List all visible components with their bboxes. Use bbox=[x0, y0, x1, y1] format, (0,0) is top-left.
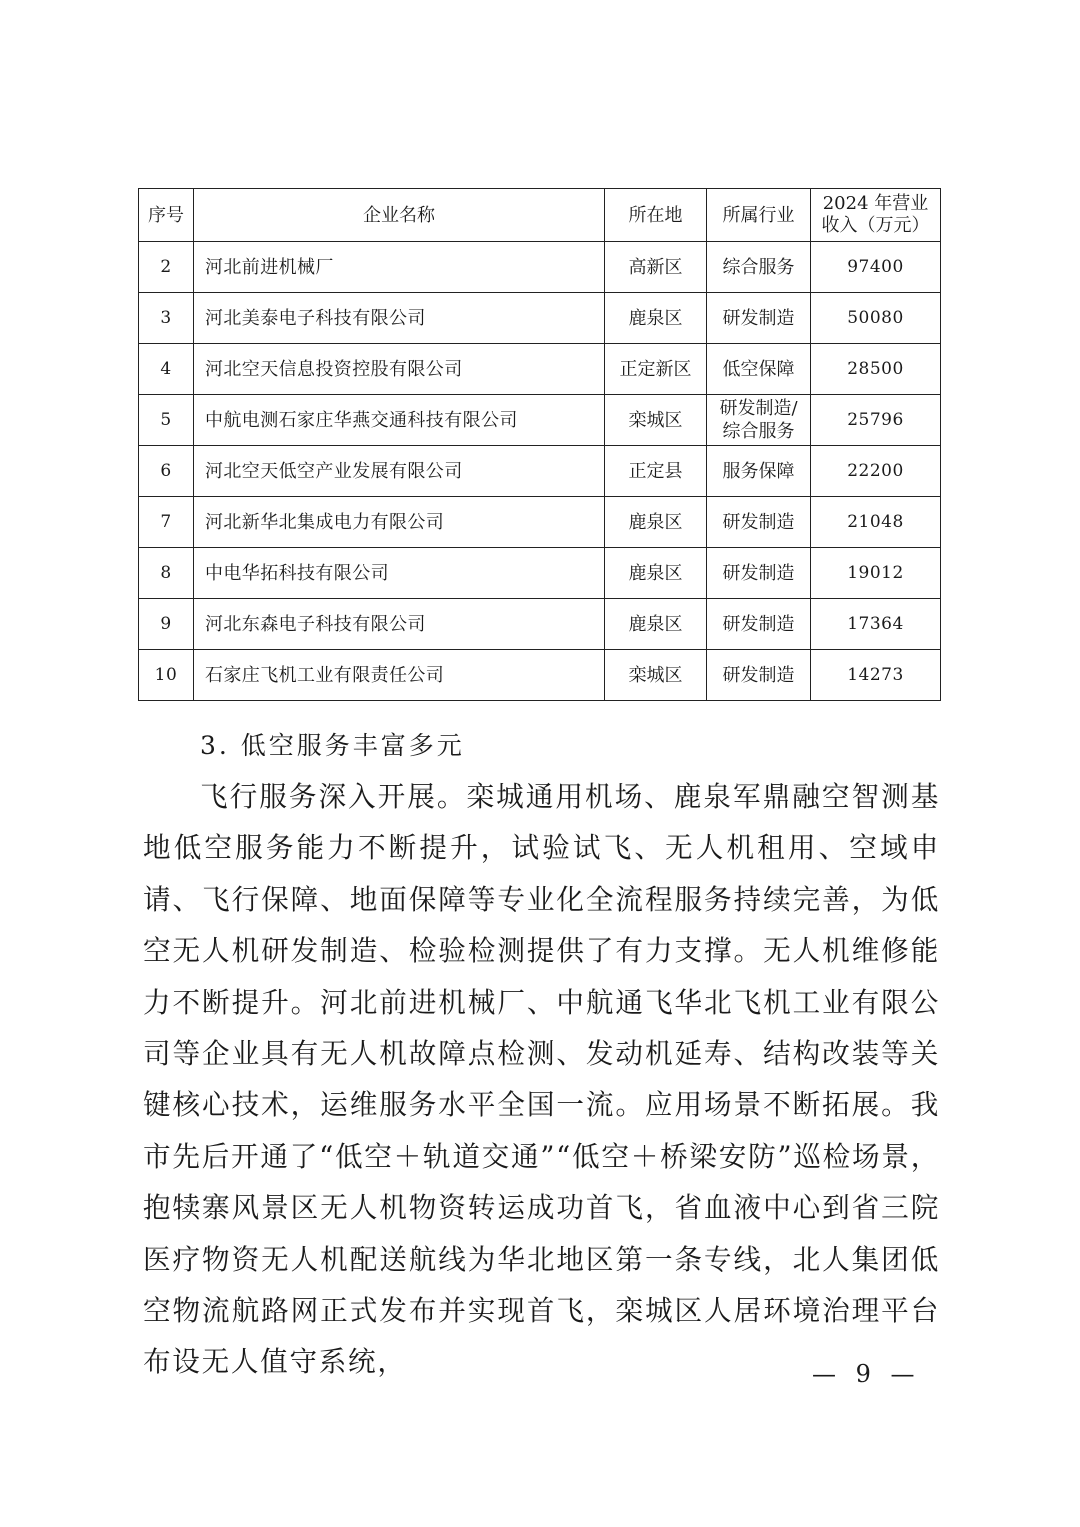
cell-location: 栾城区 bbox=[605, 650, 707, 701]
cell-industry-line1: 研发制造 bbox=[722, 307, 795, 329]
cell-industry bbox=[707, 650, 811, 701]
cell-revenue: 21048 bbox=[811, 497, 941, 548]
cell-location: 鹿泉区 bbox=[605, 293, 707, 344]
header-location: 所在地 bbox=[605, 189, 707, 242]
table-header-row bbox=[139, 189, 941, 242]
table-row bbox=[139, 446, 941, 497]
cell-revenue: 25796 bbox=[811, 395, 941, 446]
cell-revenue: 19012 bbox=[811, 548, 941, 599]
cell-revenue: 97400 bbox=[811, 242, 941, 293]
cell-industry bbox=[707, 293, 811, 344]
cell-location: 正定县 bbox=[605, 446, 707, 497]
header-company-name: 企业名称 bbox=[194, 189, 605, 242]
table-row bbox=[139, 548, 941, 599]
table-row bbox=[139, 650, 941, 701]
cell-index: 5 bbox=[139, 395, 194, 446]
cell-index: 8 bbox=[139, 548, 194, 599]
company-revenue-table bbox=[138, 188, 941, 701]
cell-location: 鹿泉区 bbox=[605, 548, 707, 599]
cell-revenue: 14273 bbox=[811, 650, 941, 701]
cell-location: 正定新区 bbox=[605, 344, 707, 395]
cell-company-name: 河北空天信息投资控股有限公司 bbox=[194, 344, 605, 395]
cell-location: 高新区 bbox=[605, 242, 707, 293]
table-row bbox=[139, 599, 941, 650]
cell-location: 鹿泉区 bbox=[605, 599, 707, 650]
cell-company-name: 河北美泰电子科技有限公司 bbox=[194, 293, 605, 344]
table-row bbox=[139, 497, 941, 548]
cell-company-name: 石家庄飞机工业有限责任公司 bbox=[194, 650, 605, 701]
cell-company-name: 河北空天低空产业发展有限公司 bbox=[194, 446, 605, 497]
cell-revenue: 28500 bbox=[811, 344, 941, 395]
cell-company-name: 中电华拓科技有限公司 bbox=[194, 548, 605, 599]
cell-industry bbox=[707, 242, 811, 293]
cell-index: 6 bbox=[139, 446, 194, 497]
header-revenue bbox=[811, 189, 941, 242]
cell-index: 3 bbox=[139, 293, 194, 344]
table-row bbox=[139, 293, 941, 344]
table-row bbox=[139, 344, 941, 395]
page-number: — 9 — bbox=[812, 1360, 921, 1388]
section-heading: 3. 低空服务丰富多元 bbox=[200, 731, 465, 760]
table-row bbox=[139, 395, 941, 446]
table-body bbox=[139, 242, 941, 701]
cell-company-name: 河北前进机械厂 bbox=[194, 242, 605, 293]
header-revenue-line2: 收入（万元） bbox=[821, 215, 930, 236]
cell-industry-line1: 研发制造 bbox=[722, 664, 795, 686]
cell-industry-line1: 研发制造 bbox=[722, 511, 795, 533]
cell-industry-line2: 综合服务 bbox=[722, 421, 795, 442]
cell-index: 9 bbox=[139, 599, 194, 650]
cell-industry bbox=[707, 599, 811, 650]
header-industry: 所属行业 bbox=[707, 189, 811, 242]
cell-industry bbox=[707, 446, 811, 497]
cell-industry-line1: 低空保障 bbox=[722, 358, 795, 380]
cell-industry bbox=[707, 395, 811, 446]
cell-index: 4 bbox=[139, 344, 194, 395]
cell-industry bbox=[707, 344, 811, 395]
body-paragraph: 飞行服务深入开展。栾城通用机场、鹿泉军鼎融空智测基地低空服务能力不断提升，试验试飞、无人机租用、空域申请、飞行保障、地面保障等专业化全流程服务持续完善，为低空无人机研发制造、检验检测提供了有力支撑。无人机维修能力不断提升。河北前进机械厂、中航通飞华北飞机工业有限公司等企业具有无人机故障点检测、发动机延寿、结构改装等关键核心技术，运维服务水平全国一流。应用场景不断拓展。我市先后开通了“低空＋轨道交通”“低空＋桥梁安防”巡检场景，抱犊寨风景区无人机物资转运成功首飞，省血液中心到省三院医疗物资无人机配送航线为华北地区第一条专线，北人集团低空物流航路网正式发布并实现首飞，栾城区人居环境治理平台布设无人值守系统， bbox=[143, 780, 940, 1379]
cell-industry-line1: 研发制造 bbox=[722, 562, 795, 584]
cell-industry-line1: 综合服务 bbox=[722, 256, 795, 278]
cell-industry-line1: 服务保障 bbox=[722, 460, 795, 482]
cell-company-name: 河北东森电子科技有限公司 bbox=[194, 599, 605, 650]
header-index: 序号 bbox=[139, 189, 194, 242]
cell-industry-line1: 研发制造/ bbox=[719, 398, 798, 419]
cell-revenue: 50080 bbox=[811, 293, 941, 344]
cell-company-name: 中航电测石家庄华燕交通科技有限公司 bbox=[194, 395, 605, 446]
cell-location: 鹿泉区 bbox=[605, 497, 707, 548]
cell-industry-line1: 研发制造 bbox=[722, 613, 795, 635]
cell-industry bbox=[707, 497, 811, 548]
cell-index: 2 bbox=[139, 242, 194, 293]
cell-revenue: 22200 bbox=[811, 446, 941, 497]
cell-revenue: 17364 bbox=[811, 599, 941, 650]
cell-location: 栾城区 bbox=[605, 395, 707, 446]
cell-index: 10 bbox=[139, 650, 194, 701]
table-row bbox=[139, 242, 941, 293]
cell-index: 7 bbox=[139, 497, 194, 548]
cell-company-name: 河北新华北集成电力有限公司 bbox=[194, 497, 605, 548]
cell-industry bbox=[707, 548, 811, 599]
header-revenue-line1: 2024 年营业 bbox=[822, 193, 929, 214]
